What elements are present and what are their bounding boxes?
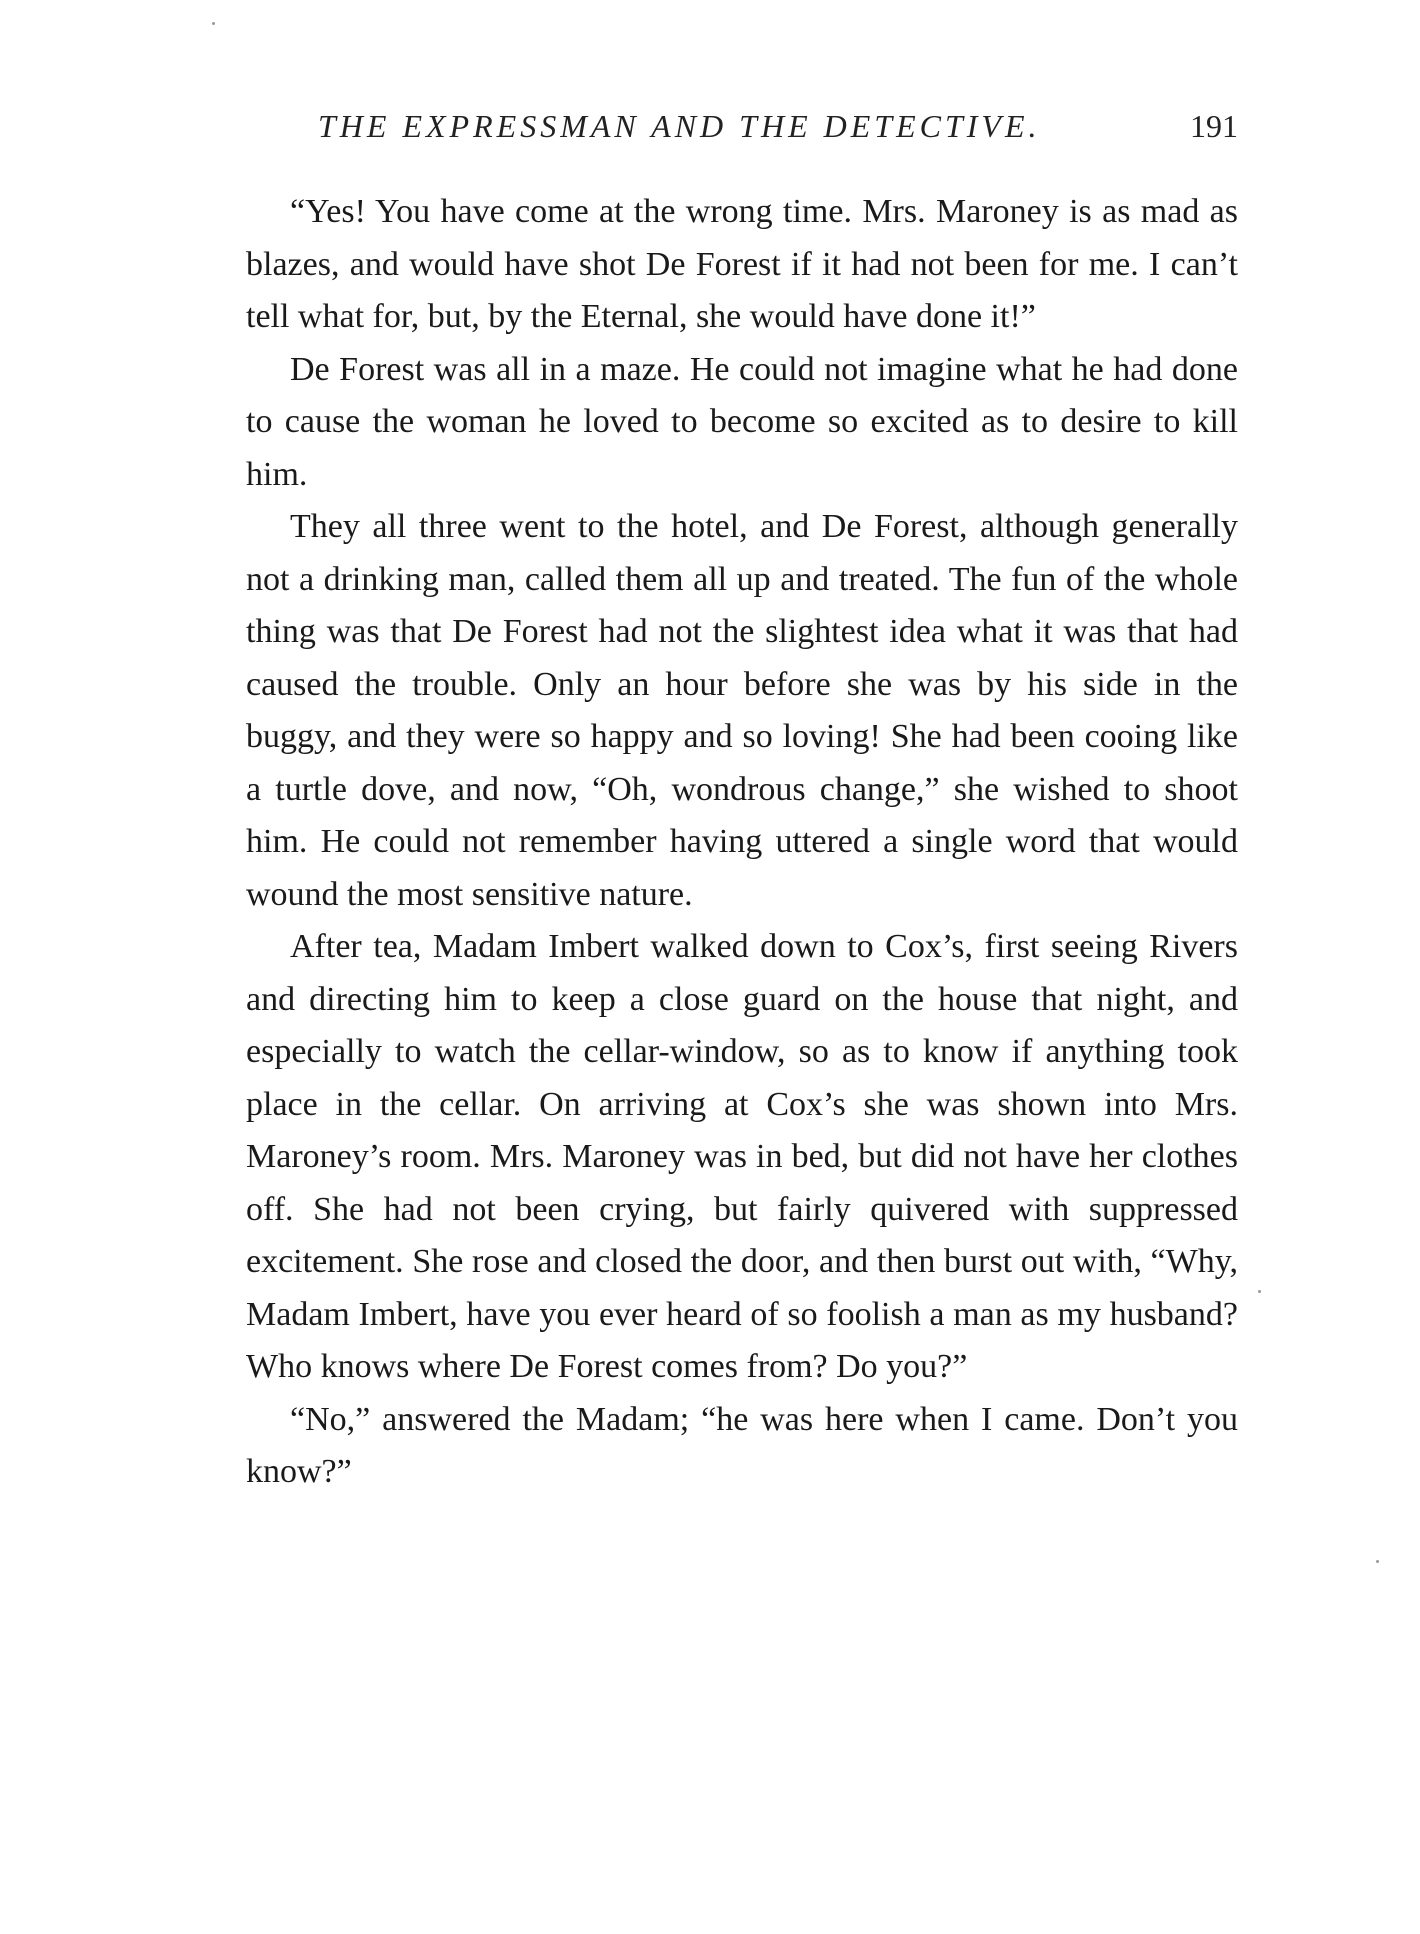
- paragraph-3: They all three went to the hotel, and De Forest, although generally not a drinking man, called them all up and treated. The fun of the whole thing was that De Forest had not the slightest idea what it was that had caused the trouble. Only an hour before she was by his side in the buggy, and they were so happy and so loving! She had been cooing like a turtle dove, and now, “Oh, wondrous change,” she wished to shoot him. He could not remember having uttered a single word that would wound the most sensitive nature.: [246, 508, 1238, 913]
- page-number: 191: [1190, 108, 1238, 144]
- page-header: [318, 108, 1238, 156]
- paragraph-5: “No,” answered the Madam; “he was here when I came. Don’t you know?”: [246, 1400, 1238, 1490]
- paragraph-4: After tea, Madam Imbert walked down to Cox’s, first seeing Rivers and directing him to keep a close guard on the house that night, and especially to watch the cellar-window, so as to know if anything took place in the cellar. On arriving at Cox’s she was shown into Mrs. Maroney’s room. Mrs. Maroney was in bed, but did not have her clothes off. She had not been crying, but fairly quivered with suppressed excitement. She rose and closed the door, and then burst out with, “Why, Madam Imbert, have you ever heard of so foolish a man as my husband? Who knows where De Forest comes from? Do you?”: [246, 928, 1238, 1385]
- ink-speck: [1258, 1290, 1261, 1293]
- ink-speck: [212, 22, 215, 25]
- paragraph-2: De Forest was all in a maze. He could not imagine what he had done to cause the woman he loved to become so excited as to desire to kill him.: [246, 350, 1238, 493]
- ink-speck: [1376, 1560, 1379, 1563]
- paragraph-1: “Yes! You have come at the wrong time. Mrs. Maroney is as mad as blazes, and would have shot De Forest if it had not been for me. I can’t tell what for, but, by the Eternal, she would have done it!”: [246, 193, 1238, 335]
- body-text: [246, 186, 1238, 1499]
- running-head: THE EXPRESSMAN AND THE DETECTIVE.: [318, 108, 1041, 144]
